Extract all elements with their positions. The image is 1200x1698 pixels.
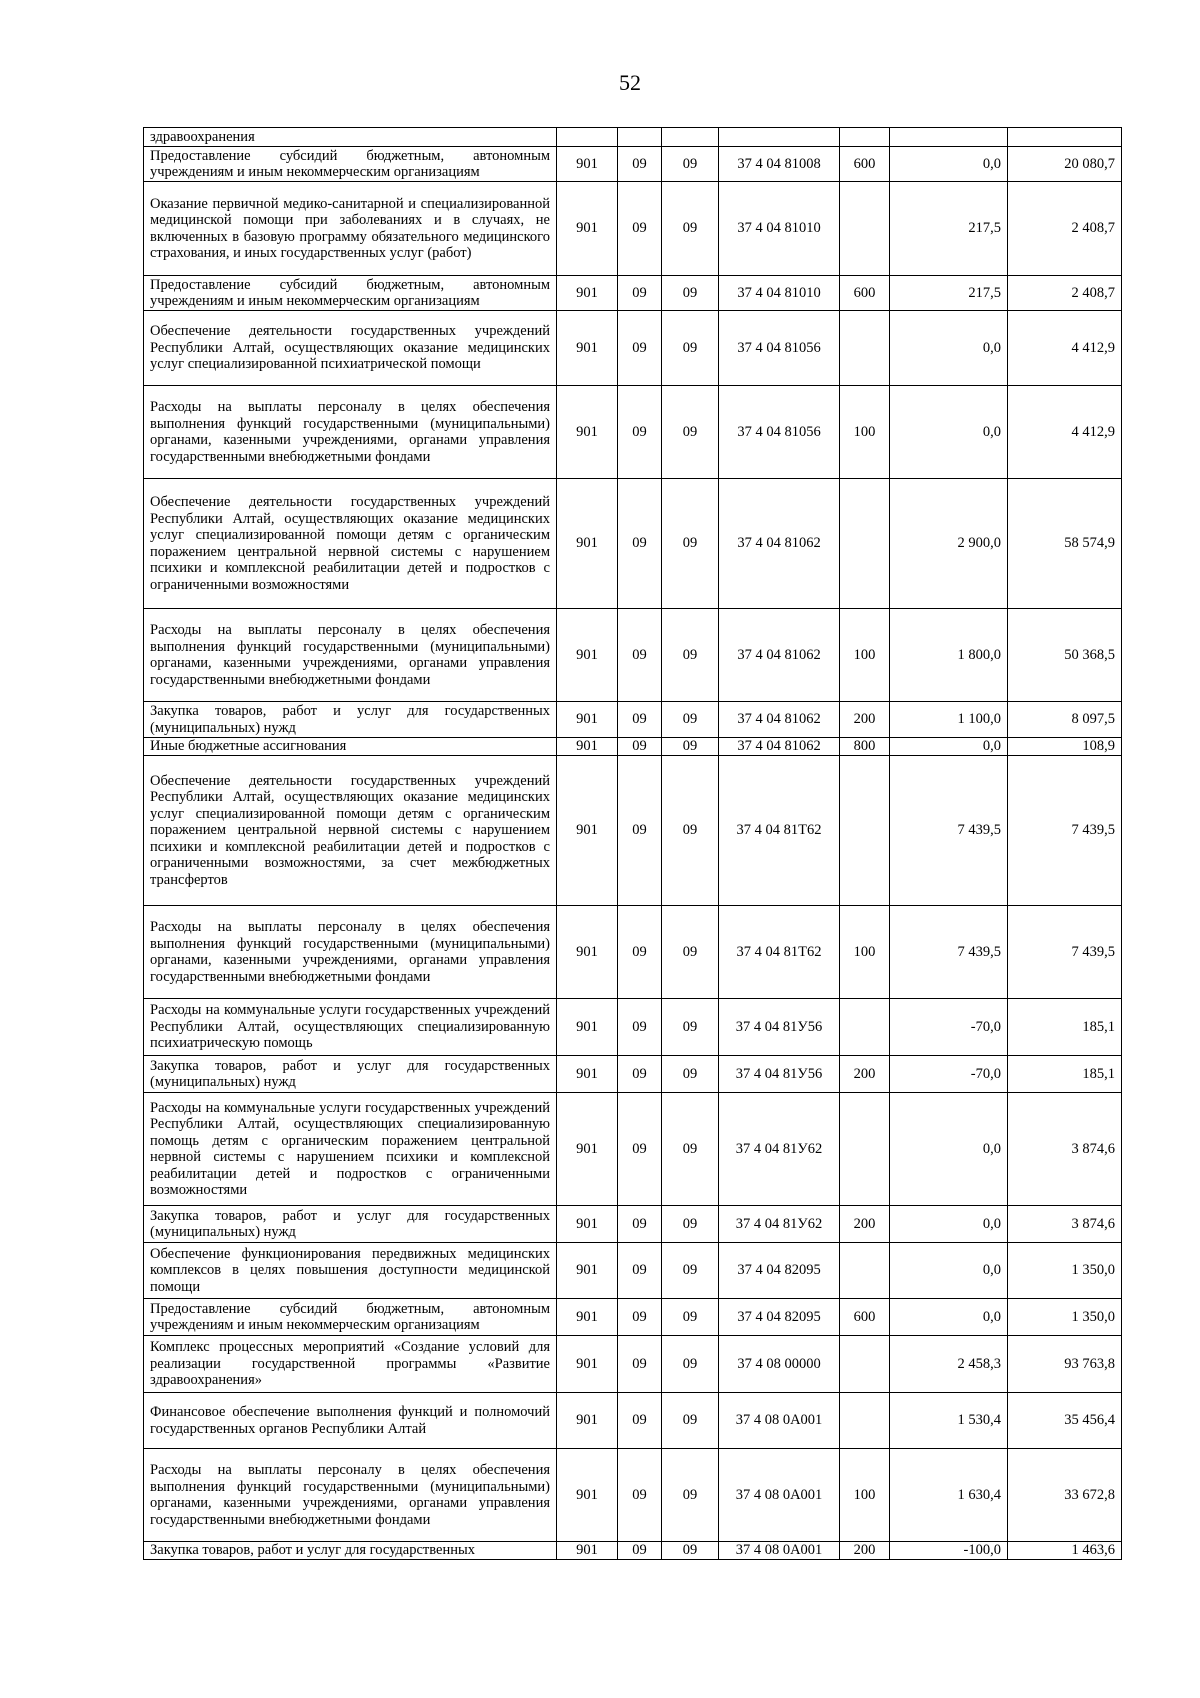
row-change-amount-cell: 0,0 (890, 311, 1008, 386)
row-ministry-code-cell: 901 (557, 1542, 618, 1560)
row-ministry-code-cell: 901 (557, 1243, 618, 1299)
table-row (144, 479, 1122, 609)
row-expense-type-cell: 100 (840, 906, 890, 999)
row-name-cell: здравоохранения (144, 128, 557, 147)
row-subsection-cell: 09 (662, 276, 719, 311)
row-subsection-cell: 09 (662, 1206, 719, 1243)
row-total-amount-cell: 50 368,5 (1008, 609, 1122, 702)
row-expense-type-cell (840, 1336, 890, 1393)
row-subsection-cell: 09 (662, 702, 719, 738)
row-target-article-cell: 37 4 04 82095 (719, 1299, 840, 1336)
table-row (144, 386, 1122, 479)
row-section-cell: 09 (618, 1206, 662, 1243)
row-target-article-cell: 37 4 04 81У62 (719, 1206, 840, 1243)
row-name-cell: Обеспечение функционирования передвижных медицинских комплексов в целях повышения доступности медицинской помощи (144, 1243, 557, 1299)
row-name-cell: Закупка товаров, работ и услуг для государственных (муниципальных) нужд (144, 702, 557, 738)
row-total-amount-cell: 3 874,6 (1008, 1093, 1122, 1206)
row-target-article-cell: 37 4 04 82095 (719, 1243, 840, 1299)
row-target-article-cell: 37 4 04 81У56 (719, 999, 840, 1056)
row-expense-type-cell (840, 756, 890, 906)
row-change-amount-cell: 0,0 (890, 1243, 1008, 1299)
row-subsection-cell: 09 (662, 182, 719, 276)
row-name-cell: Обеспечение деятельности государственных учреждений Республики Алтай, осуществляющих оказание медицинских услуг специализированной помощи детям с органическим поражением центральной нервной системы с нарушением психики и комплексной реабилитации детей и подростков с ограниченными возможностями (144, 479, 557, 609)
row-section-cell: 09 (618, 738, 662, 756)
row-target-article-cell: 37 4 04 81Т62 (719, 756, 840, 906)
row-section-cell: 09 (618, 906, 662, 999)
row-target-article-cell: 37 4 04 81062 (719, 738, 840, 756)
row-total-amount-cell: 35 456,4 (1008, 1393, 1122, 1449)
row-ministry-code-cell: 901 (557, 1336, 618, 1393)
row-section-cell: 09 (618, 1056, 662, 1093)
row-total-amount-cell: 8 097,5 (1008, 702, 1122, 738)
table-row (144, 1206, 1122, 1243)
row-ministry-code-cell: 901 (557, 386, 618, 479)
table-row (144, 1299, 1122, 1336)
budget-table (143, 127, 1122, 1560)
row-change-amount-cell: 217,5 (890, 182, 1008, 276)
row-subsection-cell: 09 (662, 1336, 719, 1393)
row-expense-type-cell: 600 (840, 147, 890, 182)
row-section-cell: 09 (618, 1336, 662, 1393)
table-row (144, 999, 1122, 1056)
row-target-article-cell: 37 4 04 81056 (719, 386, 840, 479)
budget-table-body (144, 128, 1122, 1560)
row-name-cell: Обеспечение деятельности государственных учреждений Республики Алтай, осуществляющих оказание медицинских услуг специализированной психиатрической помощи (144, 311, 557, 386)
row-change-amount-cell: 1 530,4 (890, 1393, 1008, 1449)
table-row (144, 182, 1122, 276)
row-total-amount-cell: 3 874,6 (1008, 1206, 1122, 1243)
row-total-amount-cell: 185,1 (1008, 1056, 1122, 1093)
row-total-amount-cell: 33 672,8 (1008, 1449, 1122, 1542)
row-section-cell: 09 (618, 1449, 662, 1542)
row-expense-type-cell: 200 (840, 1056, 890, 1093)
row-name-cell: Расходы на выплаты персоналу в целях обеспечения выполнения функций государственными (муниципальными) органами, казенными учреждениями, органами управления государственными внебюджетными фондами (144, 906, 557, 999)
row-target-article-cell: 37 4 04 81010 (719, 276, 840, 311)
table-row (144, 276, 1122, 311)
row-expense-type-cell: 800 (840, 738, 890, 756)
row-total-amount-cell: 4 412,9 (1008, 386, 1122, 479)
row-expense-type-cell: 200 (840, 1542, 890, 1560)
row-target-article-cell: 37 4 04 81У62 (719, 1093, 840, 1206)
row-total-amount-cell: 93 763,8 (1008, 1336, 1122, 1393)
row-name-cell: Закупка товаров, работ и услуг для государственных (муниципальных) нужд (144, 1056, 557, 1093)
row-name-cell: Предоставление субсидий бюджетным, автономным учреждениям и иным некоммерческим организациям (144, 147, 557, 182)
row-change-amount-cell: 2 900,0 (890, 479, 1008, 609)
row-change-amount-cell: -100,0 (890, 1542, 1008, 1560)
row-section-cell: 09 (618, 182, 662, 276)
row-change-amount-cell: 1 800,0 (890, 609, 1008, 702)
table-row (144, 1093, 1122, 1206)
table-row (144, 1393, 1122, 1449)
table-row (144, 1336, 1122, 1393)
row-name-cell: Расходы на выплаты персоналу в целях обеспечения выполнения функций государственными (муниципальными) органами, казенными учреждениями, органами управления государственными внебюджетными фондами (144, 386, 557, 479)
row-name-cell: Финансовое обеспечение выполнения функций и полномочий государственных органов Республики Алтай (144, 1393, 557, 1449)
row-section-cell: 09 (618, 276, 662, 311)
row-total-amount-cell: 2 408,7 (1008, 182, 1122, 276)
row-expense-type-cell (840, 1393, 890, 1449)
table-row (144, 702, 1122, 738)
row-target-article-cell: 37 4 04 81062 (719, 479, 840, 609)
row-name-cell: Иные бюджетные ассигнования (144, 738, 557, 756)
row-section-cell: 09 (618, 386, 662, 479)
row-name-cell: Закупка товаров, работ и услуг для государственных (144, 1542, 557, 1560)
row-ministry-code-cell: 901 (557, 609, 618, 702)
row-target-article-cell: 37 4 04 81056 (719, 311, 840, 386)
table-row (144, 147, 1122, 182)
row-ministry-code-cell: 901 (557, 182, 618, 276)
row-subsection-cell: 09 (662, 479, 719, 609)
row-expense-type-cell: 600 (840, 276, 890, 311)
row-change-amount-cell: 0,0 (890, 1093, 1008, 1206)
row-expense-type-cell: 100 (840, 1449, 890, 1542)
row-name-cell: Обеспечение деятельности государственных учреждений Республики Алтай, осуществляющих оказание медицинских услуг специализированной помощи детям с органическим поражением центральной нервной системы с нарушением психики и комплексной реабилитации детей и подростков с ограниченными возможностями, за счет межбюджетных трансфертов (144, 756, 557, 906)
table-row (144, 756, 1122, 906)
row-ministry-code-cell: 901 (557, 1206, 618, 1243)
row-expense-type-cell (840, 1243, 890, 1299)
row-ministry-code-cell: 901 (557, 1093, 618, 1206)
row-total-amount-cell: 185,1 (1008, 999, 1122, 1056)
row-section-cell: 09 (618, 609, 662, 702)
row-section-cell (618, 128, 662, 147)
row-change-amount-cell (890, 128, 1008, 147)
row-section-cell: 09 (618, 1093, 662, 1206)
row-ministry-code-cell: 901 (557, 738, 618, 756)
row-ministry-code-cell: 901 (557, 147, 618, 182)
row-name-cell: Расходы на коммунальные услуги государственных учреждений Республики Алтай, осуществляющих специализированную психиатрическую помощь (144, 999, 557, 1056)
table-row (144, 1056, 1122, 1093)
table-row (144, 609, 1122, 702)
row-ministry-code-cell: 901 (557, 311, 618, 386)
row-total-amount-cell (1008, 128, 1122, 147)
row-name-cell: Предоставление субсидий бюджетным, автономным учреждениям и иным некоммерческим организациям (144, 276, 557, 311)
row-change-amount-cell: 1 100,0 (890, 702, 1008, 738)
table-row (144, 1243, 1122, 1299)
row-expense-type-cell (840, 311, 890, 386)
row-section-cell: 09 (618, 147, 662, 182)
row-ministry-code-cell: 901 (557, 1299, 618, 1336)
row-section-cell: 09 (618, 1243, 662, 1299)
table-row (144, 128, 1122, 147)
row-subsection-cell: 09 (662, 1449, 719, 1542)
row-target-article-cell: 37 4 08 0А001 (719, 1542, 840, 1560)
row-change-amount-cell: 0,0 (890, 147, 1008, 182)
row-total-amount-cell: 1 350,0 (1008, 1243, 1122, 1299)
row-expense-type-cell: 100 (840, 609, 890, 702)
row-change-amount-cell: 0,0 (890, 386, 1008, 479)
row-change-amount-cell: 217,5 (890, 276, 1008, 311)
row-change-amount-cell: -70,0 (890, 1056, 1008, 1093)
row-total-amount-cell: 58 574,9 (1008, 479, 1122, 609)
row-ministry-code-cell: 901 (557, 906, 618, 999)
row-target-article-cell: 37 4 04 81У56 (719, 1056, 840, 1093)
row-name-cell: Комплекс процессных мероприятий «Создание условий для реализации государственной программы «Развитие здравоохранения» (144, 1336, 557, 1393)
row-subsection-cell (662, 128, 719, 147)
table-row (144, 1449, 1122, 1542)
row-subsection-cell: 09 (662, 756, 719, 906)
row-change-amount-cell: 1 630,4 (890, 1449, 1008, 1542)
row-subsection-cell: 09 (662, 906, 719, 999)
row-name-cell: Расходы на коммунальные услуги государственных учреждений Республики Алтай, осуществляющих специализированную помощь детям с органическим поражением центральной нервной системы с нарушением психики и комплексной реабилитации детей и подростков с ограниченными возможностями (144, 1093, 557, 1206)
row-change-amount-cell: 7 439,5 (890, 906, 1008, 999)
table-row (144, 738, 1122, 756)
row-section-cell: 09 (618, 999, 662, 1056)
row-section-cell: 09 (618, 1542, 662, 1560)
row-expense-type-cell: 200 (840, 702, 890, 738)
row-expense-type-cell (840, 1093, 890, 1206)
row-section-cell: 09 (618, 479, 662, 609)
row-subsection-cell: 09 (662, 311, 719, 386)
row-change-amount-cell: 7 439,5 (890, 756, 1008, 906)
row-target-article-cell: 37 4 04 81010 (719, 182, 840, 276)
row-change-amount-cell: 2 458,3 (890, 1336, 1008, 1393)
row-ministry-code-cell: 901 (557, 1449, 618, 1542)
row-target-article-cell (719, 128, 840, 147)
row-subsection-cell: 09 (662, 1243, 719, 1299)
row-target-article-cell: 37 4 04 81Т62 (719, 906, 840, 999)
row-subsection-cell: 09 (662, 609, 719, 702)
row-ministry-code-cell: 901 (557, 1393, 618, 1449)
row-total-amount-cell: 108,9 (1008, 738, 1122, 756)
table-row (144, 906, 1122, 999)
row-total-amount-cell: 20 080,7 (1008, 147, 1122, 182)
row-section-cell: 09 (618, 311, 662, 386)
row-subsection-cell: 09 (662, 738, 719, 756)
row-total-amount-cell: 1 463,6 (1008, 1542, 1122, 1560)
row-ministry-code-cell: 901 (557, 1056, 618, 1093)
row-target-article-cell: 37 4 08 0А001 (719, 1449, 840, 1542)
page-number: 52 (619, 70, 641, 95)
row-ministry-code-cell: 901 (557, 276, 618, 311)
row-ministry-code-cell: 901 (557, 702, 618, 738)
row-ministry-code-cell: 901 (557, 479, 618, 609)
row-total-amount-cell: 4 412,9 (1008, 311, 1122, 386)
row-subsection-cell: 09 (662, 1093, 719, 1206)
row-total-amount-cell: 7 439,5 (1008, 906, 1122, 999)
row-expense-type-cell: 200 (840, 1206, 890, 1243)
table-row (144, 311, 1122, 386)
row-expense-type-cell (840, 128, 890, 147)
row-target-article-cell: 37 4 04 81008 (719, 147, 840, 182)
row-subsection-cell: 09 (662, 1542, 719, 1560)
row-name-cell: Оказание первичной медико-санитарной и специализированной медицинской помощи при заболеваниях и в случаях, не включенных в базовую программу обязательного медицинского страхования, и иных государственных услуг (работ) (144, 182, 557, 276)
row-expense-type-cell: 600 (840, 1299, 890, 1336)
row-name-cell: Предоставление субсидий бюджетным, автономным учреждениям и иным некоммерческим организациям (144, 1299, 557, 1336)
row-name-cell: Расходы на выплаты персоналу в целях обеспечения выполнения функций государственными (муниципальными) органами, казенными учреждениями, органами управления государственными внебюджетными фондами (144, 1449, 557, 1542)
row-expense-type-cell (840, 999, 890, 1056)
row-change-amount-cell: -70,0 (890, 999, 1008, 1056)
row-expense-type-cell (840, 479, 890, 609)
row-ministry-code-cell: 901 (557, 756, 618, 906)
row-subsection-cell: 09 (662, 147, 719, 182)
row-target-article-cell: 37 4 04 81062 (719, 702, 840, 738)
row-expense-type-cell: 100 (840, 386, 890, 479)
row-total-amount-cell: 1 350,0 (1008, 1299, 1122, 1336)
row-ministry-code-cell (557, 128, 618, 147)
row-subsection-cell: 09 (662, 386, 719, 479)
row-name-cell: Закупка товаров, работ и услуг для государственных (муниципальных) нужд (144, 1206, 557, 1243)
row-subsection-cell: 09 (662, 1299, 719, 1336)
row-change-amount-cell: 0,0 (890, 1206, 1008, 1243)
row-section-cell: 09 (618, 1393, 662, 1449)
row-target-article-cell: 37 4 08 0А001 (719, 1393, 840, 1449)
row-target-article-cell: 37 4 04 81062 (719, 609, 840, 702)
row-subsection-cell: 09 (662, 1393, 719, 1449)
row-section-cell: 09 (618, 1299, 662, 1336)
row-target-article-cell: 37 4 08 00000 (719, 1336, 840, 1393)
row-total-amount-cell: 2 408,7 (1008, 276, 1122, 311)
row-change-amount-cell: 0,0 (890, 1299, 1008, 1336)
row-expense-type-cell (840, 182, 890, 276)
row-total-amount-cell: 7 439,5 (1008, 756, 1122, 906)
row-change-amount-cell: 0,0 (890, 738, 1008, 756)
row-section-cell: 09 (618, 756, 662, 906)
row-section-cell: 09 (618, 702, 662, 738)
row-subsection-cell: 09 (662, 999, 719, 1056)
row-ministry-code-cell: 901 (557, 999, 618, 1056)
row-name-cell: Расходы на выплаты персоналу в целях обеспечения выполнения функций государственными (муниципальными) органами, казенными учреждениями, органами управления государственными внебюджетными фондами (144, 609, 557, 702)
row-subsection-cell: 09 (662, 1056, 719, 1093)
table-row (144, 1542, 1122, 1560)
